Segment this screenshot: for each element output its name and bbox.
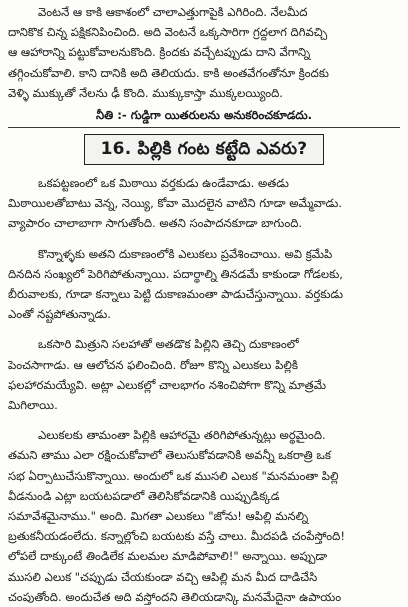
- text-line: లోపలే దాక్కుంటే తిండిలేక మలమల మాడిపోవాలి!" అన్నాయి. అప్పుడా: [8, 549, 328, 564]
- text-line: సమావేశమైనాము." అంది. మిగతా ఎలుకలు "జోను! ఆపిల్లి మనల్ని: [8, 509, 309, 524]
- story-title-row: [8, 134, 400, 165]
- text-line: ఎంతో నష్టపోతున్నాడు.: [8, 307, 111, 322]
- paragraph-3: [8, 334, 400, 415]
- moral-line: నీతి :- గుడ్డిగా యితరులను అనుకరించకూడదు.: [95, 108, 313, 123]
- text-line: ఆ ఆహారాన్ని పట్టుకోవాలనుకొంది. క్రిందకు వచ్చేటప్పుడు దాని వేగాన్ని: [8, 45, 311, 60]
- text-line: బీరువాలకు, గూడా కన్నాలు పెట్టి దుకాణమంతా పాడుచేస్తున్నాయి. వర్తకుడు: [8, 287, 343, 302]
- text-line: దినదిన సంఖ్యలో పెరిగిపోతున్నాయి. పదార్థాల్ని తినడమే కాకుండా గోడలకు,: [8, 266, 343, 281]
- section-divider: [8, 127, 400, 128]
- text-line: ఎలుకలకు తామంతా పిల్లికి ఆహారమై తరిగిపోతున్నట్లు అర్థమైంది.: [38, 428, 326, 443]
- text-line: చంపుతోంది. అందుచేత అది వస్తోందని తెలియడాన్కి మనమేదైనా ఉపాయం: [8, 589, 342, 604]
- previous-story-ending: [8, 2, 400, 103]
- text-line: ముసలి ఎలుక "చప్పుడు చేయకుండా వచ్చి ఆపిల్లి మన మీద దాడిచేసి: [8, 569, 318, 584]
- text-line: బ్రతుకనీయడంలేదు. కన్నాల్లోంచి బయటకు వస్తే చాలు. మీదపడి చంపేస్తోంది!: [8, 529, 346, 544]
- paragraph-1: [8, 173, 400, 234]
- text-line: తగ్గించుకోవాలి. కాని దానికి అది తెలియదు. కాకి అంతవేగంతోనూ క్రిందకు: [8, 65, 329, 80]
- text-line: వెంటనే ఆ కాకి ఆకాశంలో చాలాఎత్తుగాపైకి ఎగిరింది. నేలమీద: [38, 5, 308, 19]
- text-line: వీడనుండి ఎట్లా బయటపడాలో తెలిసికోవడానికి యిప్పుడిక్కడ: [8, 488, 280, 503]
- text-line: వ్యాపారం చాలాబాగా సాగుతోంది. అతని సంపాదనకూడా బాగుంది.: [8, 216, 303, 231]
- paragraph-4: [8, 425, 400, 607]
- text-line: ఒకసారి మిత్రుని సలహాతో అతడొక పిల్లిని తెచ్చి దుకాణంలో: [38, 337, 299, 352]
- paragraph-2: [8, 244, 400, 325]
- story-title: 16. పిల్లికి గంట కట్టేది ఎవరు?: [84, 134, 325, 165]
- text-line: మిఠాయిలతోబాటు వెన్న, నెయ్యి, కోవా మొదలైన వాటిని గూడా అమ్మేవాడు.: [8, 196, 342, 211]
- text-line: పెంచసాగాడు. ఆ ఆలోచన ఫలించింది. రోజూ కొన్ని ఎలుకలు పిల్లికి: [8, 357, 298, 372]
- text-line: ఫలహారమయ్యేవి. అట్లా ఎలుకల్లో చాలభాగం నశించిపోగా కొన్ని మాత్రమే: [8, 377, 326, 392]
- text-line: తమని తాము ఎలా రక్షించుకోవాలో తెలుసుకోవడానికి అవన్నీ ఒకరాత్రి ఒక: [8, 448, 331, 463]
- text-line: మిగిలాయి.: [8, 398, 58, 413]
- text-line: దానికొక చిన్న పక్షికనిపించింది. అది వెంటనే ఒక్కసారిగా గ్రద్దలాగ దిగివచ్చి: [8, 25, 328, 40]
- text-line: సభ ఏర్పాటుచేసుకొన్నాయి. అందులో ఒక ముసలి ఎలుక "మనమంతా పిల్లి: [8, 468, 339, 483]
- text-line: ఒకపట్టణంలో ఒక మిఠాయి వర్తకుడు ఉండేవాడు. అతడు: [38, 176, 289, 191]
- text-line: వెళ్ళి ముక్కుతో నేలను ఢీ కొంది. ముక్కుకాస్తా ముక్కలయ్యింది.: [8, 85, 283, 100]
- text-line: కొన్నాళ్ళకు అతని దుకాణంలోకి ఎలుకలు ప్రవేశించాయి. అవి క్రమేపి: [38, 246, 333, 261]
